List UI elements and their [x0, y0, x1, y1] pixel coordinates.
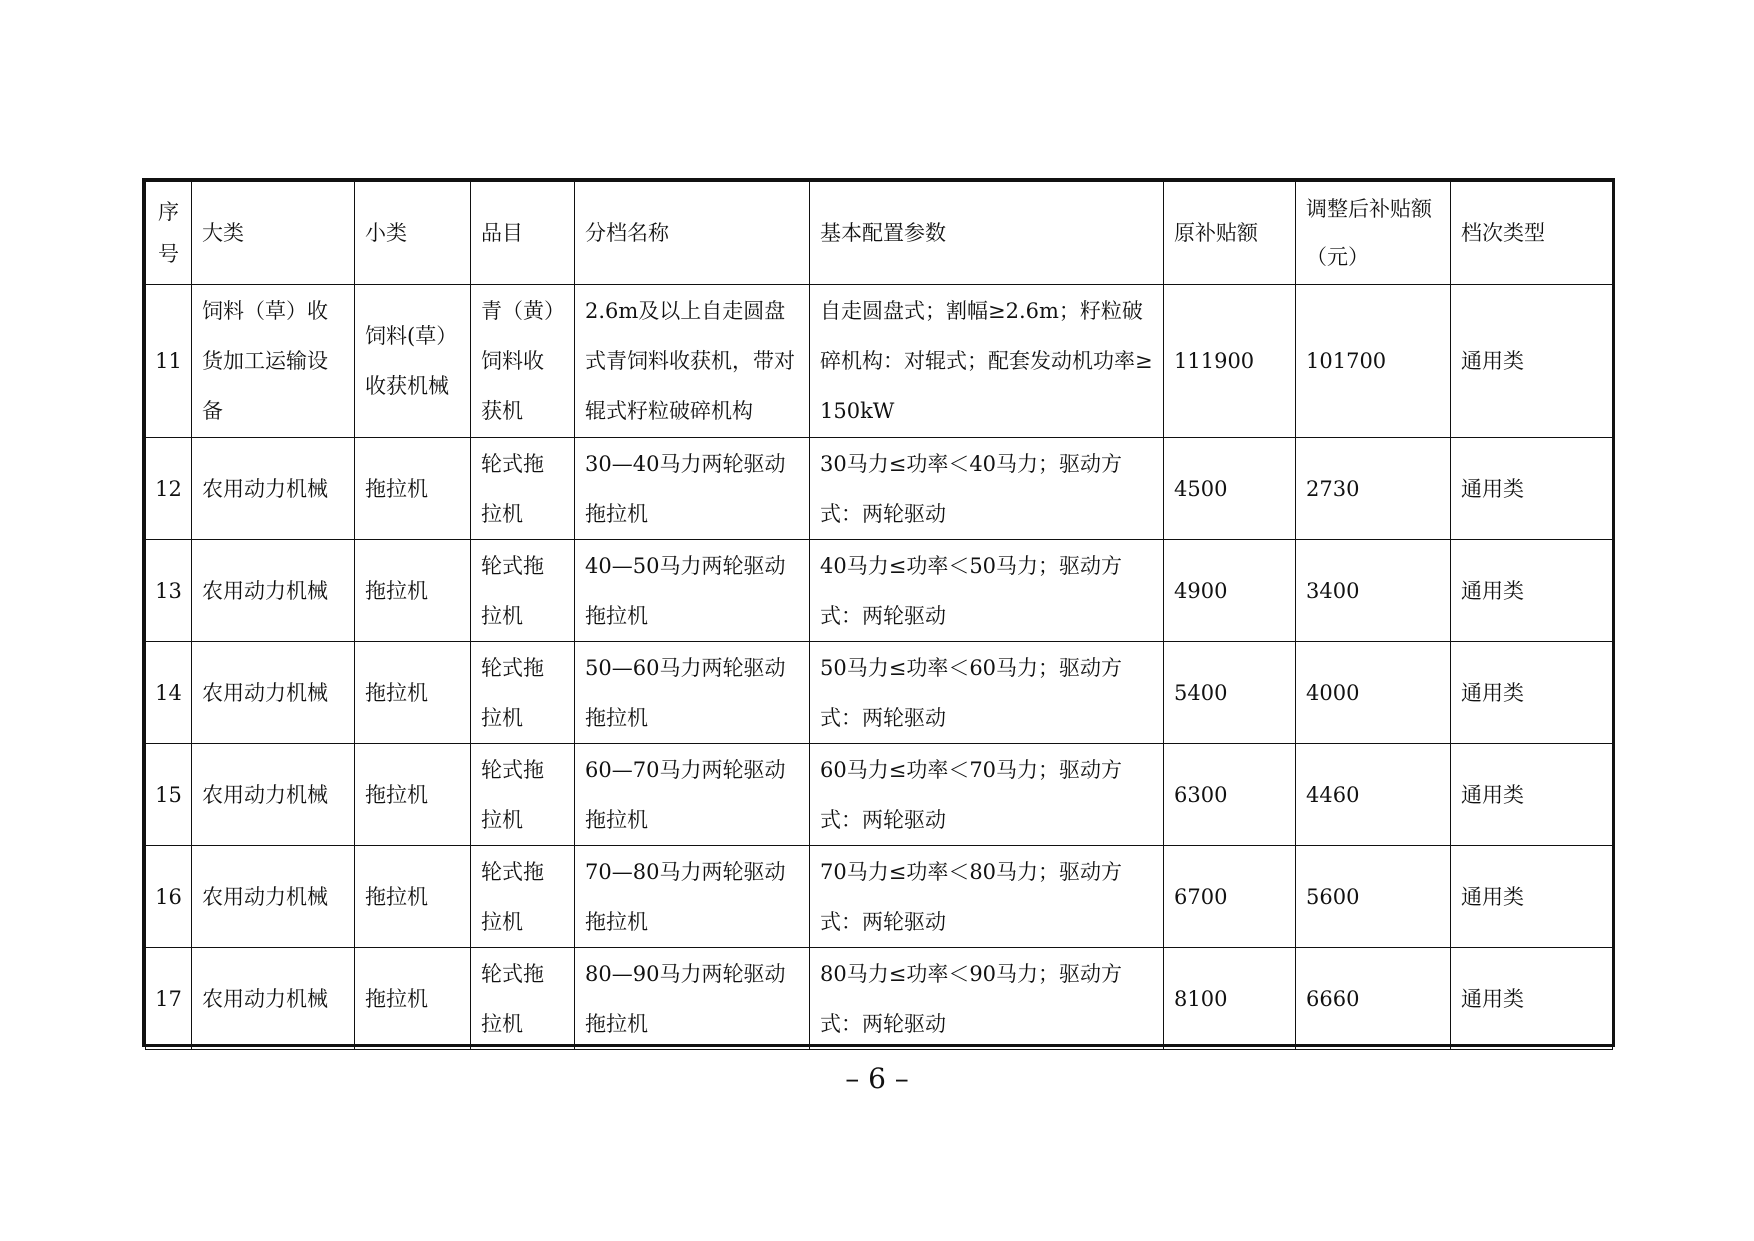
cell-seq: 17	[146, 948, 192, 1050]
cell-basic-config: 50马力≤功率＜60马力；驱动方式：两轮驱动	[810, 642, 1164, 744]
table-row	[146, 744, 1613, 846]
cell-major-category: 农用动力机械	[192, 540, 355, 642]
cell-adjusted-subsidy: 3400	[1296, 540, 1451, 642]
table-row	[146, 948, 1613, 1050]
cell-adjusted-subsidy: 4000	[1296, 642, 1451, 744]
cell-tier-type: 通用类	[1451, 285, 1613, 438]
cell-original-subsidy: 8100	[1164, 948, 1296, 1050]
cell-adjusted-subsidy: 6660	[1296, 948, 1451, 1050]
cell-original-subsidy: 6300	[1164, 744, 1296, 846]
cell-minor-category: 拖拉机	[355, 948, 471, 1050]
cell-item: 轮式拖拉机	[471, 846, 575, 948]
cell-tier-name: 60—70马力两轮驱动拖拉机	[575, 744, 810, 846]
cell-item: 轮式拖拉机	[471, 948, 575, 1050]
cell-seq: 11	[146, 285, 192, 438]
cell-seq: 12	[146, 438, 192, 540]
cell-original-subsidy: 111900	[1164, 285, 1296, 438]
cell-tier-name: 70—80马力两轮驱动拖拉机	[575, 846, 810, 948]
cell-item: 青（黄）饲料收获机	[471, 285, 575, 438]
cell-tier-type: 通用类	[1451, 744, 1613, 846]
header-minor-category: 小类	[355, 182, 471, 285]
cell-minor-category: 拖拉机	[355, 744, 471, 846]
cell-adjusted-subsidy: 101700	[1296, 285, 1451, 438]
header-tier-type: 档次类型	[1451, 182, 1613, 285]
cell-tier-type: 通用类	[1451, 642, 1613, 744]
cell-seq: 14	[146, 642, 192, 744]
cell-minor-category: 拖拉机	[355, 642, 471, 744]
table-row	[146, 438, 1613, 540]
table-row	[146, 540, 1613, 642]
cell-tier-name: 30—40马力两轮驱动拖拉机	[575, 438, 810, 540]
table-row	[146, 285, 1613, 438]
header-major-category: 大类	[192, 182, 355, 285]
header-seq: 序号	[146, 182, 192, 285]
table-row	[146, 846, 1613, 948]
cell-basic-config: 80马力≤功率＜90马力；驱动方式：两轮驱动	[810, 948, 1164, 1050]
cell-minor-category: 拖拉机	[355, 846, 471, 948]
cell-minor-category: 饲料(草）收获机械	[355, 285, 471, 438]
cell-tier-name: 40—50马力两轮驱动拖拉机	[575, 540, 810, 642]
cell-minor-category: 拖拉机	[355, 540, 471, 642]
cell-basic-config: 70马力≤功率＜80马力；驱动方式：两轮驱动	[810, 846, 1164, 948]
header-basic-config: 基本配置参数	[810, 182, 1164, 285]
cell-original-subsidy: 4500	[1164, 438, 1296, 540]
cell-item: 轮式拖拉机	[471, 744, 575, 846]
cell-seq: 16	[146, 846, 192, 948]
cell-minor-category: 拖拉机	[355, 438, 471, 540]
cell-tier-type: 通用类	[1451, 948, 1613, 1050]
cell-tier-name: 80—90马力两轮驱动拖拉机	[575, 948, 810, 1050]
cell-basic-config: 60马力≤功率＜70马力；驱动方式：两轮驱动	[810, 744, 1164, 846]
cell-adjusted-subsidy: 2730	[1296, 438, 1451, 540]
cell-original-subsidy: 4900	[1164, 540, 1296, 642]
cell-tier-name: 2.6m及以上自走圆盘式青饲料收获机，带对辊式籽粒破碎机构	[575, 285, 810, 438]
header-tier-name: 分档名称	[575, 182, 810, 285]
cell-tier-type: 通用类	[1451, 438, 1613, 540]
cell-major-category: 农用动力机械	[192, 846, 355, 948]
cell-major-category: 农用动力机械	[192, 948, 355, 1050]
cell-adjusted-subsidy: 5600	[1296, 846, 1451, 948]
subsidy-table	[145, 181, 1613, 1050]
cell-original-subsidy: 5400	[1164, 642, 1296, 744]
header-original-subsidy: 原补贴额	[1164, 182, 1296, 285]
cell-tier-name: 50—60马力两轮驱动拖拉机	[575, 642, 810, 744]
header-adjusted-subsidy: 调整后补贴额（元）	[1296, 182, 1451, 285]
page-number: – 6 –	[845, 1062, 909, 1095]
cell-major-category: 农用动力机械	[192, 642, 355, 744]
cell-basic-config: 自走圆盘式；割幅≥2.6m；籽粒破碎机构：对辊式；配套发动机功率≥150kW	[810, 285, 1164, 438]
cell-major-category: 农用动力机械	[192, 744, 355, 846]
cell-tier-type: 通用类	[1451, 846, 1613, 948]
table-header-row	[146, 182, 1613, 285]
cell-major-category: 农用动力机械	[192, 438, 355, 540]
cell-item: 轮式拖拉机	[471, 438, 575, 540]
cell-seq: 15	[146, 744, 192, 846]
cell-adjusted-subsidy: 4460	[1296, 744, 1451, 846]
cell-tier-type: 通用类	[1451, 540, 1613, 642]
subsidy-table-container	[142, 178, 1615, 1047]
cell-item: 轮式拖拉机	[471, 642, 575, 744]
table-row	[146, 642, 1613, 744]
cell-basic-config: 40马力≤功率＜50马力；驱动方式：两轮驱动	[810, 540, 1164, 642]
cell-original-subsidy: 6700	[1164, 846, 1296, 948]
header-item: 品目	[471, 182, 575, 285]
cell-major-category: 饲料（草）收货加工运输设备	[192, 285, 355, 438]
cell-item: 轮式拖拉机	[471, 540, 575, 642]
cell-seq: 13	[146, 540, 192, 642]
cell-basic-config: 30马力≤功率＜40马力；驱动方式：两轮驱动	[810, 438, 1164, 540]
